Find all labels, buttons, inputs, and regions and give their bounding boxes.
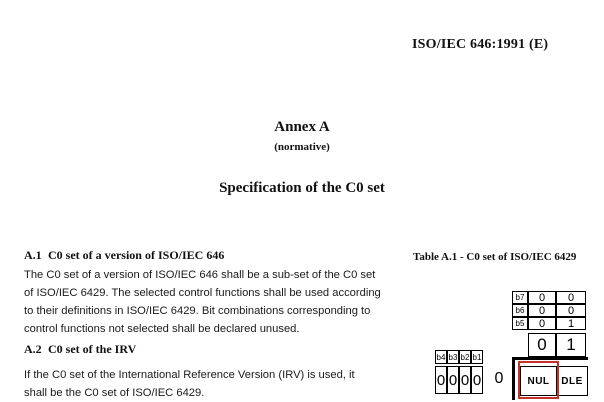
code-cell-nul: NUL	[520, 366, 556, 396]
bit-label-b1: b1	[471, 350, 483, 364]
bit-value: 0	[556, 291, 586, 304]
row-bit-value: 0	[471, 366, 483, 394]
document-id: ISO/IEC 646:1991 (E)	[412, 37, 549, 52]
text-line: shall be the C0 set of ISO/IEC 6429.	[24, 387, 205, 399]
specification-title: Specification of the C0 set	[219, 180, 385, 196]
bit-label-b7: b7	[512, 291, 528, 304]
text-line: If the C0 set of the International Reference Version (IRV) is used, it	[24, 369, 355, 381]
table-left-rule	[512, 360, 515, 400]
section-number: A.2	[24, 342, 42, 356]
header-rule	[512, 357, 588, 360]
code-cell-dle: DLE	[556, 366, 588, 396]
bit-label-b6: b6	[512, 304, 528, 317]
bit-value: 0	[556, 304, 586, 317]
row-bit-value: 0	[447, 366, 459, 394]
text-line: of ISO/IEC 6429. The selected control functions shall be used according	[24, 287, 381, 299]
text-line: to their definitions in ISO/IEC 6429. Bit combinations corresponding to	[24, 305, 371, 317]
annex-title: Annex A	[274, 119, 330, 135]
bit-value: 0	[528, 304, 556, 317]
column-number: 0	[528, 333, 556, 357]
row-number: 0	[494, 370, 504, 387]
section-a2-heading	[24, 342, 136, 357]
row-bit-value: 0	[459, 366, 471, 394]
annex-subtitle: (normative)	[274, 141, 330, 153]
text-line: The C0 set of a version of ISO/IEC 646 shall be a sub-set of the C0 set	[24, 269, 376, 281]
bit-label-b3: b3	[447, 350, 459, 364]
row-bit-value: 0	[435, 366, 447, 394]
bit-label-b5: b5	[512, 317, 528, 330]
bit-value: 0	[528, 317, 556, 330]
section-a2-body	[24, 366, 396, 402]
bit-value: 0	[528, 291, 556, 304]
section-number: A.1	[24, 248, 42, 262]
bit-label-b4: b4	[435, 350, 447, 364]
bit-value: 1	[556, 317, 586, 330]
highlight-box	[518, 361, 559, 399]
table-caption: Table A.1 - C0 set of ISO/IEC 6429	[413, 251, 577, 263]
section-a1-heading	[24, 248, 224, 263]
section-a1-body	[24, 266, 396, 338]
section-heading-text: C0 set of the IRV	[48, 342, 137, 356]
section-heading-text: C0 set of a version of ISO/IEC 646	[48, 248, 225, 262]
text-line: control functions not selected shall be declared unused.	[24, 323, 300, 335]
column-number: 1	[556, 333, 586, 357]
bit-label-b2: b2	[459, 350, 471, 364]
